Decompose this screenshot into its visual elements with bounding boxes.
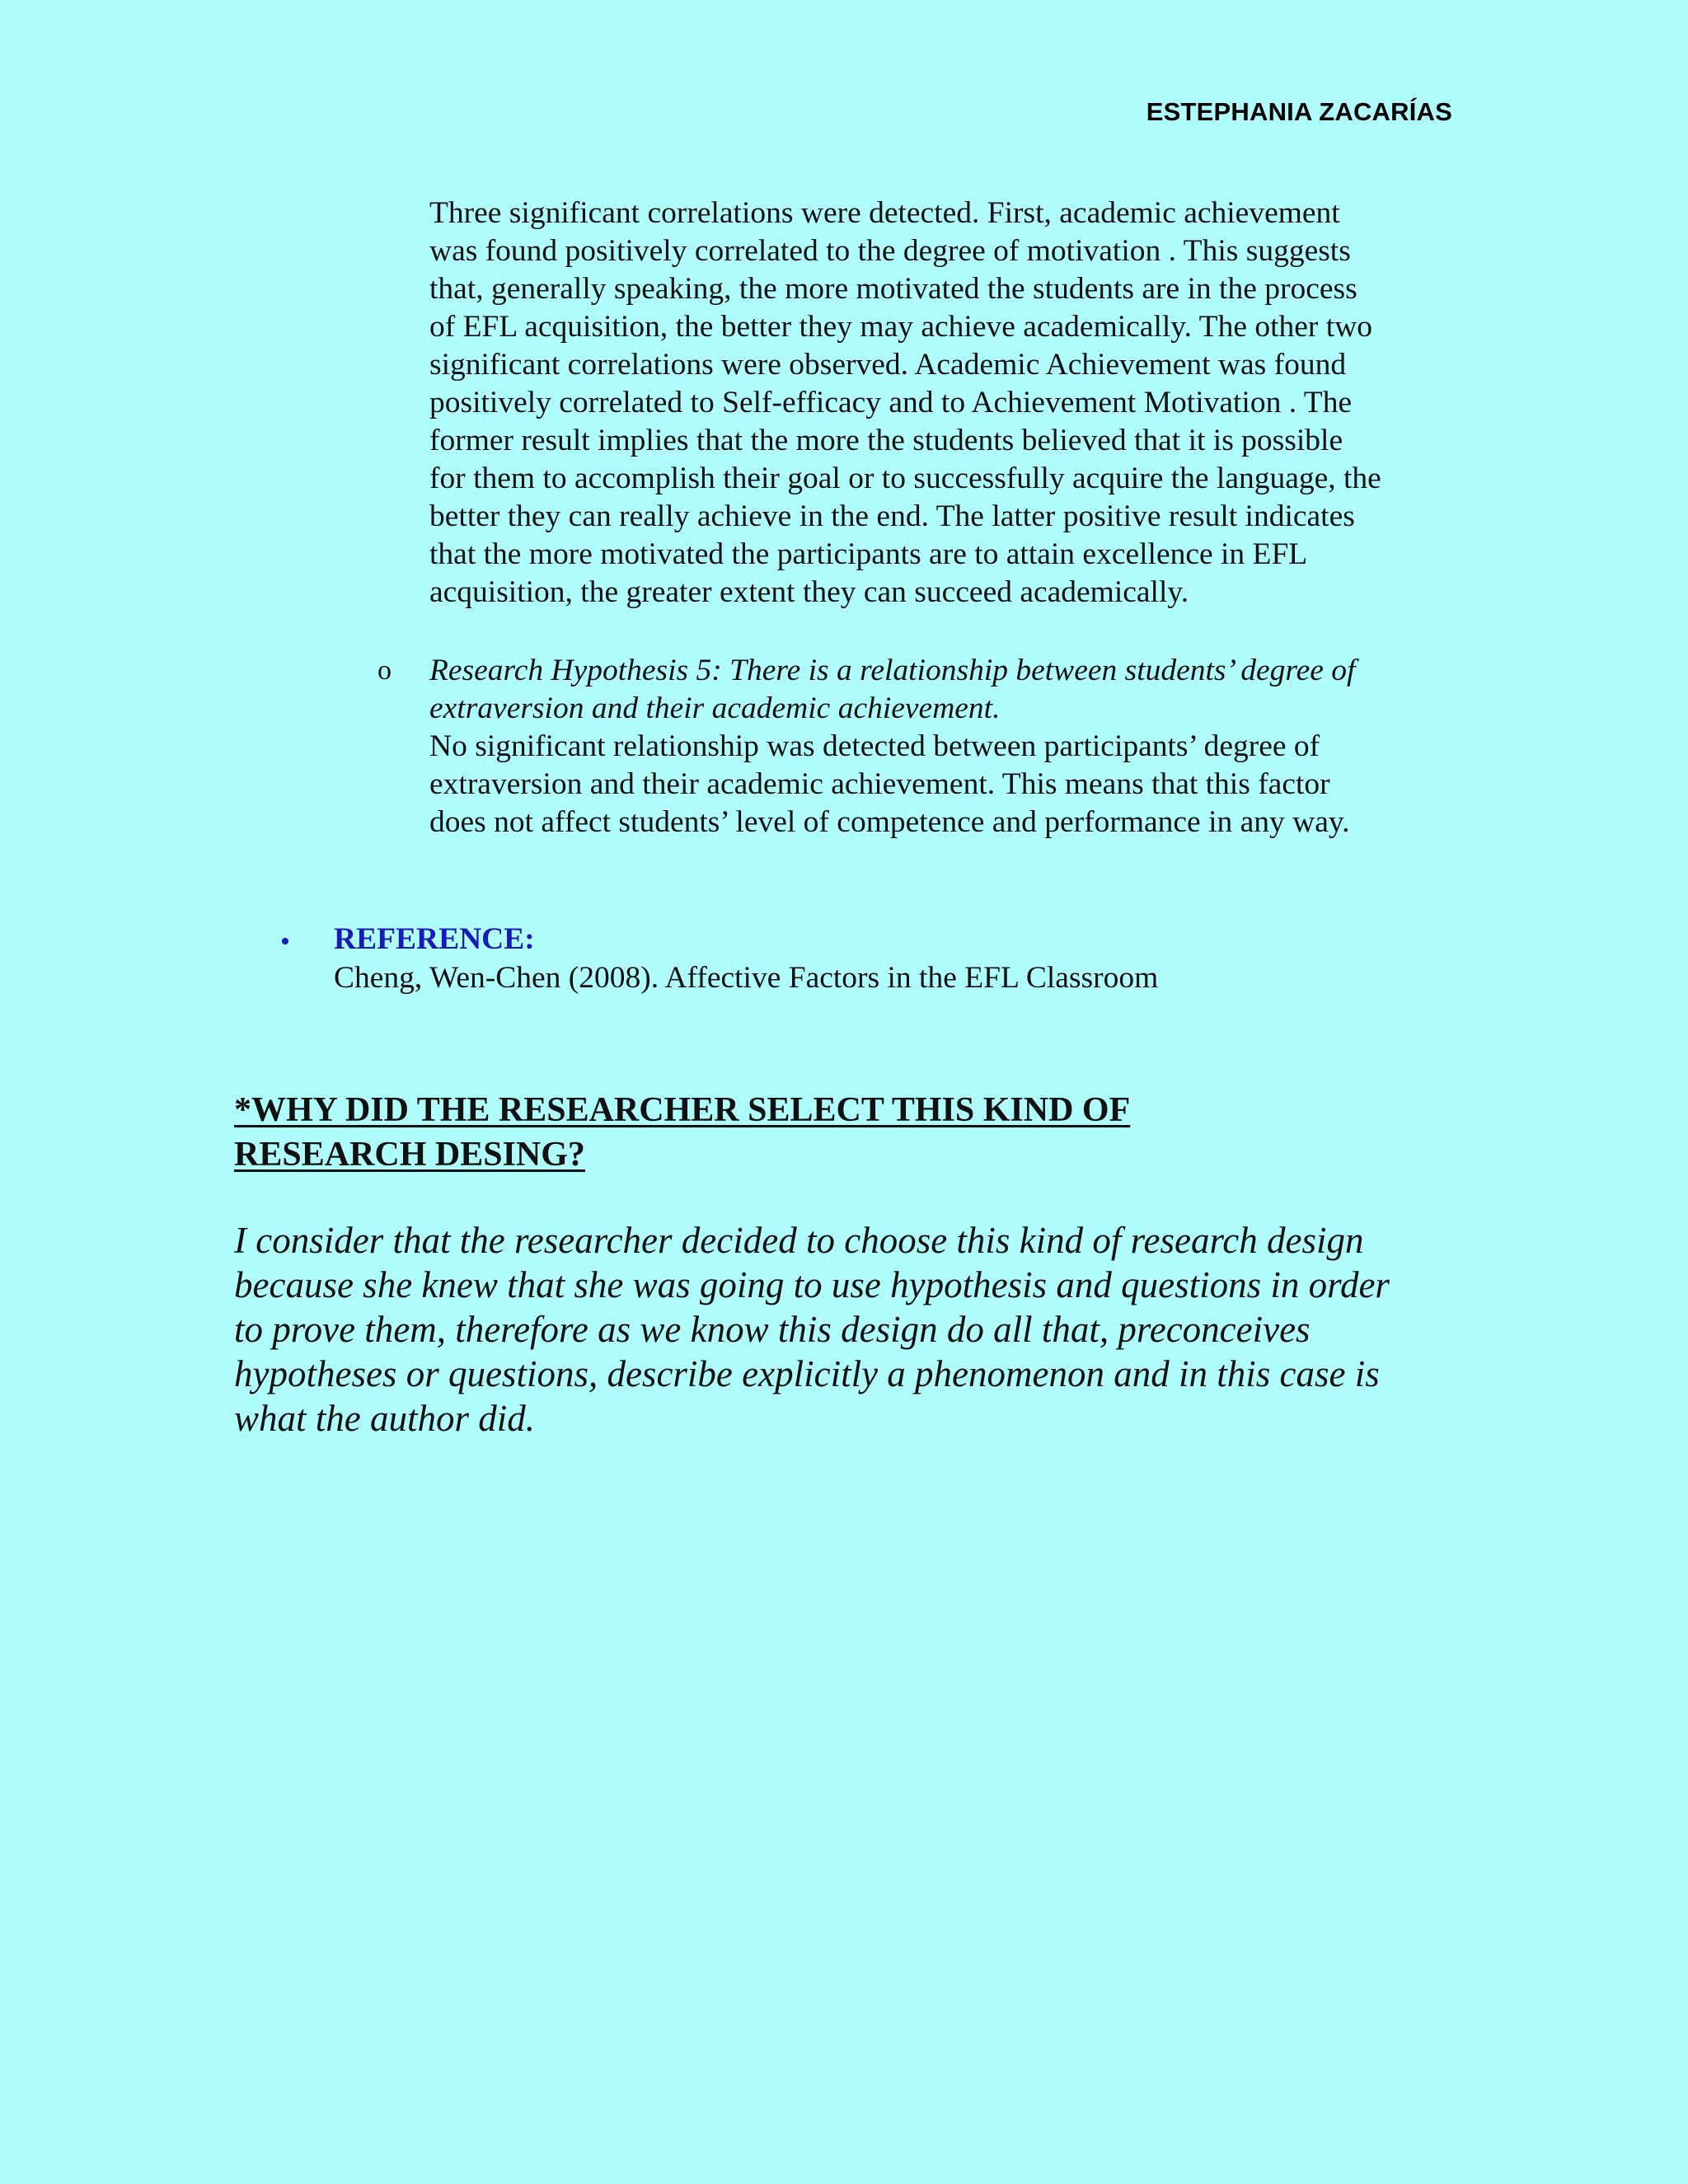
paragraph-line: acquisition, the greater extent they can succeed academically.	[429, 575, 1189, 609]
research-design-question-heading	[234, 1088, 1130, 1177]
hypothesis-body-line: does not affect students’ level of competence and performance in any way.	[429, 805, 1350, 839]
hypothesis-5-block	[429, 652, 1460, 841]
question-heading-line: *WHY DID THE RESEARCHER SELECT THIS KIND OF	[234, 1091, 1131, 1129]
author-name-header: ESTEPHANIA ZACARÍAS	[1146, 97, 1452, 126]
answer-line: I consider that the researcher decided to choose this kind of research design	[234, 1220, 1364, 1261]
answer-line: what the author did.	[234, 1398, 536, 1439]
reference-citation: Cheng, Wen-Chen (2008). Affective Factors in the EFL Classroom	[334, 961, 1159, 995]
paragraph-line: significant correlations were observed. Academic Achievement was found	[429, 348, 1347, 382]
reference-bullet: •	[280, 926, 290, 957]
answer-line: because she knew that she was going to use hypothesis and questions in order	[234, 1264, 1390, 1305]
paragraph-line: former result implies that the more the students believed that it is possible	[429, 424, 1343, 457]
hypothesis-title-line: Research Hypothesis 5: There is a relationship between students’ degree of	[429, 654, 1356, 687]
answer-line: to prove them, therefore as we know this design do all that, preconceives	[234, 1309, 1311, 1350]
paragraph-line: of EFL acquisition, the better they may achieve academically. The other two	[429, 310, 1373, 344]
paragraph-line: that, generally speaking, the more motivated the students are in the process	[429, 272, 1357, 306]
hypothesis-body-line: extraversion and their academic achievement. This means that this factor	[429, 767, 1330, 801]
hypothesis-list-marker: o	[377, 655, 392, 686]
paragraph-line: for them to accomplish their goal or to successfully acquire the language, the	[429, 462, 1381, 495]
paragraph-line: Three significant correlations were detected. First, academic achievement	[429, 196, 1340, 230]
correlations-paragraph	[429, 194, 1460, 612]
paragraph-line: that the more motivated the participants are to attain excellence in EFL	[429, 537, 1308, 571]
reference-heading: REFERENCE:	[334, 922, 535, 956]
question-heading-line: RESEARCH DESING?	[234, 1136, 585, 1174]
paragraph-line: positively correlated to Self-efficacy and to Achievement Motivation . The	[429, 386, 1353, 419]
hypothesis-title-line: extraversion and their academic achievement.	[429, 691, 1001, 725]
paragraph-line: was found positively correlated to the degree of motivation . This suggests	[429, 234, 1351, 268]
research-design-answer	[234, 1218, 1390, 1441]
answer-line: hypotheses or questions, describe explicitly a phenomenon and in this case is	[234, 1353, 1380, 1394]
hypothesis-body-line: No significant relationship was detected between participants’ degree of	[429, 729, 1320, 763]
paragraph-line: better they can really achieve in the end. The latter positive result indicates	[429, 499, 1355, 533]
